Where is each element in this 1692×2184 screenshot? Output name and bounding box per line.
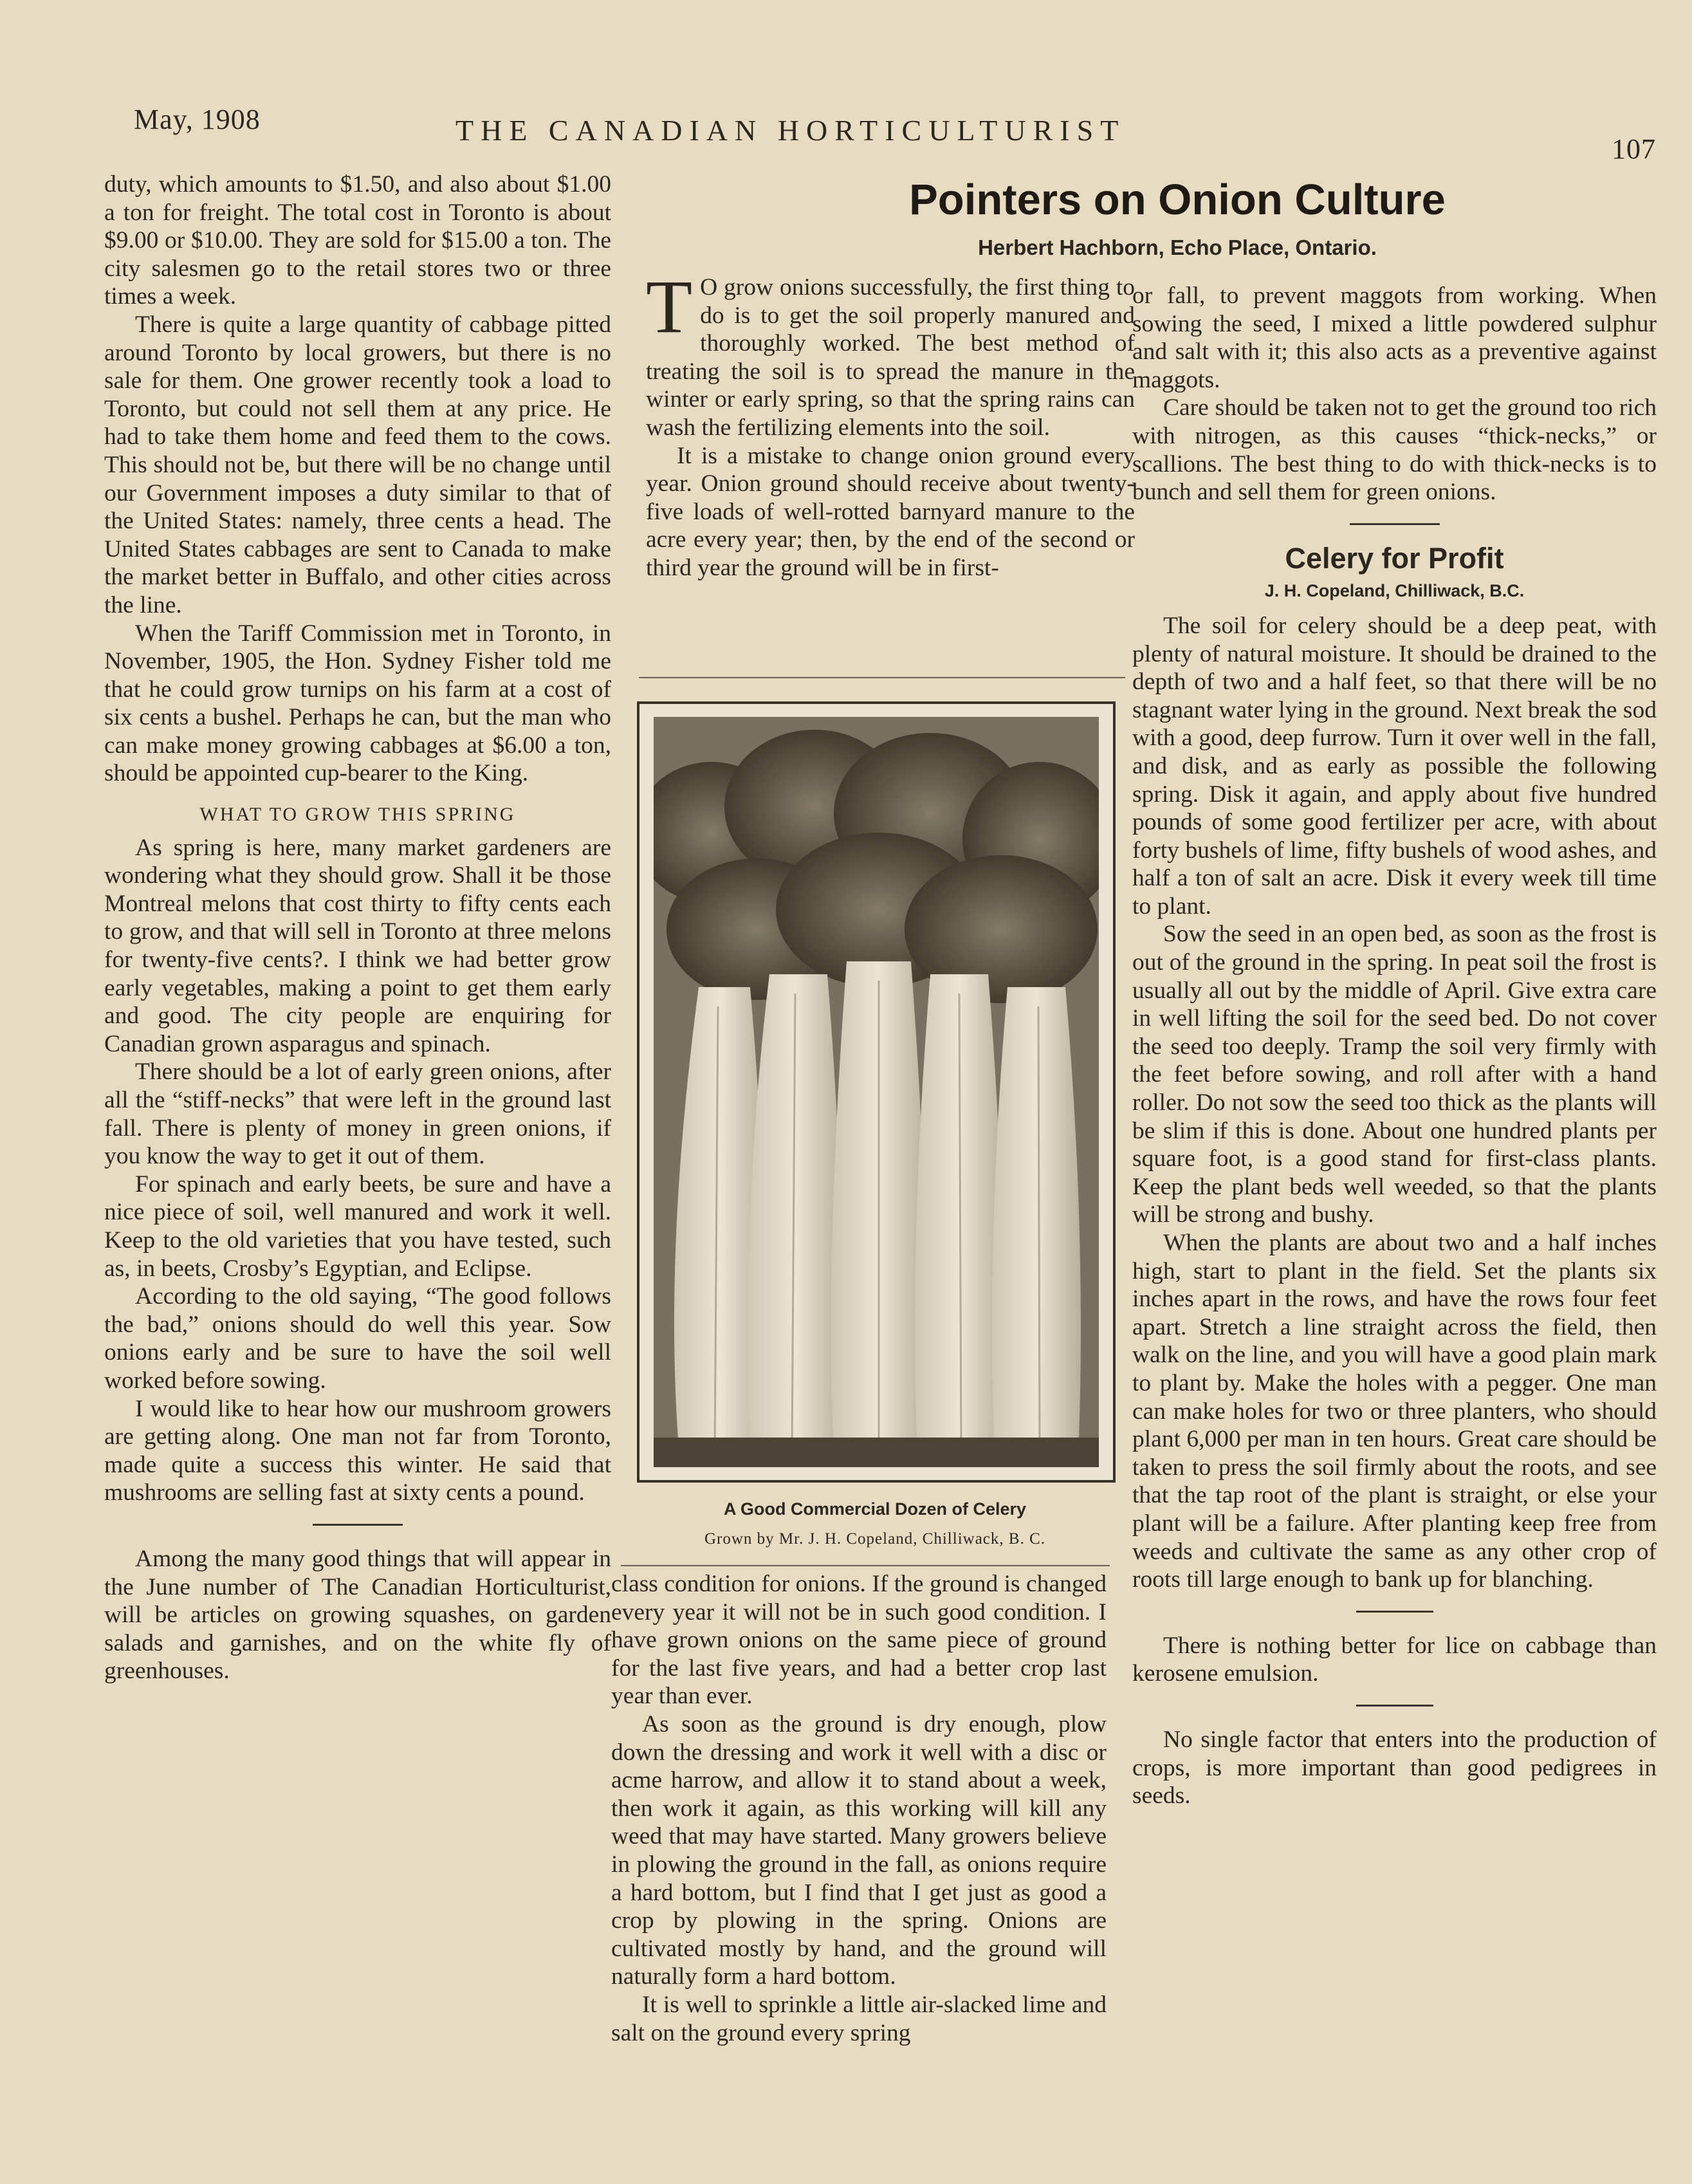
paragraph: Sow the seed in an open bed, as soon as the frost is out of the ground in the spring. In peat soil the frost is usually all out by the middle of April. Give extra care in well lifting the soil for the seed bed. Do not cover the seed too deeply. Tramp the soil very firmly with the feet before sowing, and roll after with a hand roller. Do not sow the seed too thick as the plants will be slim if this is done. About one hundred plants per square foot, is a good stand for first-class plants. Keep the plant beds well weeded, so that the plants will be strong and bushy. <box>1132 921 1657 1228</box>
divider <box>1356 1705 1433 1707</box>
paragraph-first <box>646 264 1135 442</box>
paragraph: It is well to sprinkle a little air-slacked lime and salt on the ground every spring <box>611 1991 1107 2046</box>
paragraph: There should be a lot of early green onions, after all the “stiff-necks” that were left in the ground last fall. There is plenty of money in green onions, if you know the way to get it out of them. <box>104 1059 611 1170</box>
photo-caption-credit: Grown by Mr. J. H. Copeland, Chilliwack, B. C. <box>704 1530 1045 1548</box>
column-middle-top <box>646 264 1135 582</box>
paragraph: When the plants are about two and a half inches high, start to plant in the field. Set the plants six inches apart in the rows, and have the rows four feet apart. Stretch a line straight across the field, then walk on the line, and you will have a good plain mark to plant by. Make the holes with a pegger. One man can make holes for two or three planters, who should plant 6,000 per man in ten hours. Great care should be taken to press the soil firmly about the roots, and see that the tap root of the plant is straight, or else your plant will be a failure. After planting keep free from weeds and cultivate the same as any other crop of roots till large enough to bank up for blanching. <box>1132 1230 1657 1593</box>
paragraph: It is a mistake to change onion ground every year. Onion ground should receive about twenty-five loads of well-rotted barnyard manure to the acre every year; then, by the end of the second or third year the ground will be in first- <box>646 442 1135 581</box>
subheading: WHAT TO GROW THIS SPRING <box>199 804 516 826</box>
divider-rule <box>639 677 1125 678</box>
header-title: THE CANADIAN HORTICULTURIST <box>455 114 1126 147</box>
header-date: May, 1908 <box>134 104 261 135</box>
column-middle-bottom <box>611 1570 1107 2047</box>
paragraph: or fall, to prevent maggots from working. When sowing the seed, I mixed a little powdered sulphur and salt with it; this also acts as a preventive against maggots. <box>1132 282 1657 393</box>
column-left <box>104 171 611 1685</box>
divider <box>1356 1611 1433 1613</box>
filler-note: No single factor that enters into the production of crops, is more important than good pedigrees in seeds. <box>1132 1726 1657 1809</box>
page-number: 107 <box>1612 133 1656 165</box>
drop-cap: T <box>646 264 693 349</box>
paragraph: class condition for onions. If the ground is changed every year it will not be in such good condition. I have grown onions on the same piece of ground for the last five years, and had a better crop last year than ever. <box>611 1571 1107 1710</box>
paragraph: I would like to hear how our mushroom growers are getting along. One man not far from Toronto, made quite a success this winter. He said that mushrooms are selling fast at sixty cents a pound. <box>104 1395 611 1506</box>
column-right <box>1132 282 1657 1810</box>
celery-byline: J. H. Copeland, Chilliwack, B.C. <box>1264 581 1525 601</box>
divider-rule <box>621 1565 1110 1566</box>
paragraph: Care should be taken not to get the ground too rich with nitrogen, as this causes “thick-necks,” or scallions. The best thing to do with thick-necks is to bunch and sell them for green onions. <box>1132 394 1657 506</box>
article-byline: Herbert Hachborn, Echo Place, Ontario. <box>978 236 1377 259</box>
divider <box>313 1524 403 1526</box>
paragraph: As soon as the ground is dry enough, plow down the dressing and work it well with a disc or acme harrow, and allow it to stand about a week, then work it again, as this working will kill any weed that may have started. Many growers believe in plowing the ground in the fall, as onions require a hard bottom, but I find that I get just as good a crop by plowing in the spring. Onions are cultivated mostly by hand, and the ground will naturally form a hard bottom. <box>611 1710 1107 1990</box>
celery-image <box>654 717 1099 1467</box>
paragraph: There is quite a large quantity of cabbage pitted around Toronto by local growers, but there is no sale for them. One grower recently took a load to Toronto, but could not sell them at any price. He had to take them home and feed them to the cows. This should not be, but there will be no change until our Government imposes a duty similar to that of the United States: namely, three cents a head. The United States cabbages are sent to Canada to make the market better in Buffalo, and other cities across the line. <box>104 311 611 618</box>
paragraph: For spinach and early beets, be sure and have a nice piece of soil, well manured and work it well. Keep to the old varieties that you have tested, such as, in beets, Crosby’s Egyptian, and Eclipse. <box>104 1171 611 1282</box>
filler-note: There is nothing better for lice on cabbage than kerosene emulsion. <box>1132 1632 1657 1687</box>
paragraph: According to the old saying, “The good follows the bad,” onions should do well this year. Sow onions early and be sure to have the soil well worked before sowing. <box>104 1283 611 1394</box>
article-title: Pointers on Onion Culture <box>909 176 1446 224</box>
celery-title: Celery for Profit <box>1285 541 1504 575</box>
celery-photo <box>637 701 1116 1483</box>
celery-illustration <box>654 717 1099 1467</box>
paragraph: duty, which amounts to $1.50, and also about $1.00 a ton for freight. The total cost in Toronto is about $9.00 or $10.00. They are sold for $15.00 a ton. The city salesmen go to the retail stores two or three times a week. <box>104 171 611 310</box>
photo-caption-title: A Good Commercial Dozen of Celery <box>723 1499 1027 1519</box>
divider <box>1350 523 1440 525</box>
paragraph-text: O grow onions successfully, the first thing to do is to get the soil properly manured and thoroughly worked. The best method of treating the soil is to spread the manure in the winter or early spring, so that the spring rains can wash the fertilizing elements into the soil. <box>646 274 1135 441</box>
paragraph-closing: Among the many good things that will appear in the June number of The Canadian Horticulturist, will be articles on growing squashes, on garden salads and garnishes, and on the white fly of greenhouses. <box>104 1545 611 1685</box>
paragraph: The soil for celery should be a deep peat, with plenty of natural moisture. It should be drained to the depth of two and a half feet, so that there will be no stagnant water lying in the ground. Next break the sod with a good, deep furrow. Turn it over well in the fall, and disk, and as early as possible the following spring. Disk it again, and apply about five hundred pounds of some good fertilizer per acre, with about forty bushels of lime, fifty bushels of wood ashes, and half a ton of salt an acre. Disk it every week till time to plant. <box>1132 612 1657 920</box>
paragraph: As spring is here, many market gardeners are wondering what they should grow. Shall it be those Montreal melons that cost thirty to fifty cents each to grow, and that will sell in Toronto at three melons for twenty-five cents?. I think we had better grow early vegetables, making a point to get them early and good. The city people are enquiring for Canadian grown asparagus and spinach. <box>104 834 611 1057</box>
paragraph: When the Tariff Commission met in Toronto, in November, 1905, the Hon. Sydney Fisher told me that he could grow turnips on his farm at a cost of six cents a bushel. Perhaps he can, but the man who can make money growing cabbages at $6.00 a ton, should be appointed cup-bearer to the King. <box>104 620 611 787</box>
